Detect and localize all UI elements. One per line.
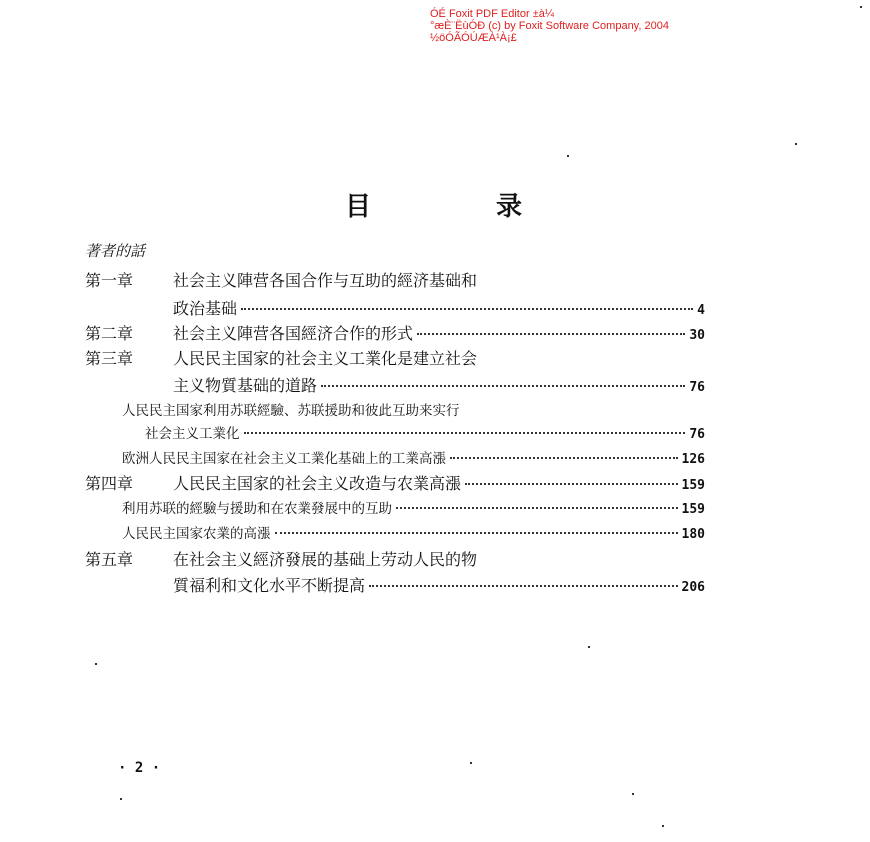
- toc-subentry-3-2: [122, 447, 705, 467]
- scan-speck: [120, 798, 122, 800]
- toc-entry-ch4: [85, 471, 705, 494]
- entry-title: 人民民主国家利用苏联經驗、苏联援助和彼此互助来实行: [122, 403, 460, 419]
- page-number: · 2 ·: [118, 760, 161, 776]
- toc-subentry-4-2: [122, 522, 705, 542]
- foxit-watermark: [430, 8, 669, 44]
- scan-speck: [662, 825, 664, 827]
- toc-entry-ch5-line1: [85, 547, 615, 570]
- page-ref: 159: [681, 502, 705, 517]
- page-ref: 30: [689, 328, 705, 343]
- toc-subentry-4-1: [122, 497, 705, 517]
- page-ref: 126: [681, 452, 705, 467]
- watermark-line-3: ½öÓÃÓÚÆÀ¹À¡£: [430, 32, 517, 44]
- page-ref: 159: [681, 478, 705, 493]
- entry-title: 社会主义陣营各国合作与互助的經济基础和: [173, 271, 478, 290]
- page-ref: 4: [697, 303, 705, 318]
- toc-entry-ch2: [85, 321, 705, 344]
- page-ref: 76: [689, 427, 705, 442]
- toc-entry-ch1-line1: [85, 268, 615, 291]
- chapter-label: 第一章: [85, 271, 134, 290]
- dot-leader: [369, 585, 678, 587]
- chapter-label: 第五章: [85, 550, 134, 569]
- scan-speck: [860, 6, 862, 8]
- toc-entry-ch3-line1: [85, 346, 615, 369]
- entry-title: 人民民主国家的社会主义工業化是建立社会: [173, 349, 478, 368]
- toc-entry-ch1-line2: [173, 296, 705, 319]
- toc-preface: 著者的話: [85, 242, 146, 260]
- page-ref: 76: [689, 380, 705, 395]
- dot-leader: [417, 333, 685, 335]
- chapter-label: 第三章: [85, 349, 134, 368]
- scan-speck: [95, 663, 97, 665]
- dot-leader: [275, 532, 678, 534]
- scan-speck: [632, 793, 634, 795]
- entry-title: 利用苏联的經驗与援助和在农業發展中的互助: [122, 501, 392, 517]
- page-ref: 180: [681, 527, 705, 542]
- entry-title-cont: 質福利和文化水平不断提高: [173, 576, 366, 595]
- chapter-label: 第四章: [85, 474, 134, 493]
- scan-speck: [470, 762, 472, 764]
- page-title: 目 录: [345, 192, 581, 222]
- entry-title: 欧洲人民民主国家在社会主义工業化基础上的工業高漲: [122, 451, 446, 467]
- watermark-line-2: °æÈ¨ËùÓÐ (c) by Foxit Software Company, 2004: [430, 20, 669, 32]
- scan-speck: [567, 155, 569, 157]
- toc-subentry-3-1-line1: [122, 399, 632, 419]
- entry-title-cont: 主义物質基础的道路: [173, 376, 318, 395]
- entry-title: 社会主义陣营各国經济合作的形式: [173, 324, 414, 343]
- entry-title: 在社会主义經济發展的基础上劳动人民的物: [173, 550, 478, 569]
- dot-leader: [450, 457, 678, 459]
- dot-leader: [241, 308, 693, 310]
- entry-title: 人民民主国家农業的高漲: [122, 526, 271, 542]
- toc-entry-ch5-line2: [173, 573, 705, 596]
- chapter-label: 第二章: [85, 324, 134, 343]
- dot-leader: [465, 483, 678, 485]
- entry-title-cont: 社会主义工業化: [145, 426, 240, 442]
- watermark-line-1: ÓÉ Foxit PDF Editor ±à¼: [430, 8, 555, 20]
- entry-title-cont: 政治基础: [173, 299, 238, 318]
- toc-entry-ch3-line2: [173, 373, 705, 396]
- dot-leader: [396, 507, 678, 509]
- scan-speck: [795, 143, 797, 145]
- scan-speck: [588, 646, 590, 648]
- page-ref: 206: [681, 580, 705, 595]
- toc-subentry-3-1-line2: [145, 422, 705, 442]
- dot-leader: [321, 385, 685, 387]
- dot-leader: [244, 432, 686, 434]
- entry-title: 人民民主国家的社会主义改造与农業高漲: [173, 474, 462, 493]
